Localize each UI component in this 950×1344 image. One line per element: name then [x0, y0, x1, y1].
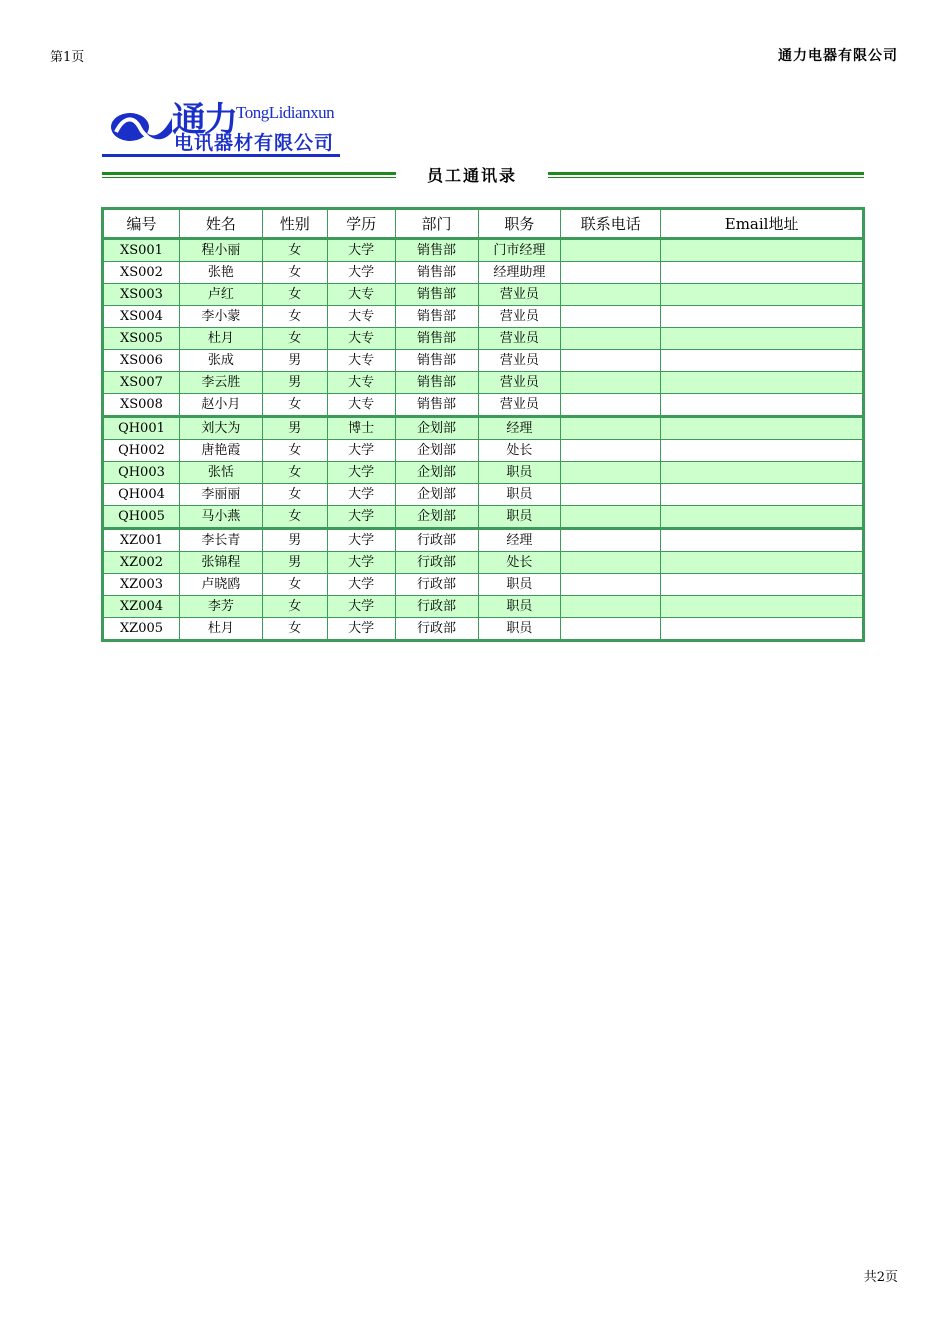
- cell-email: [661, 484, 864, 506]
- cell-department: 销售部: [395, 262, 478, 284]
- cell-gender: 女: [262, 306, 327, 328]
- table-row: [103, 440, 864, 462]
- document-title: 员工通讯录: [426, 166, 517, 185]
- cell-phone: [561, 529, 661, 552]
- cell-email: [661, 506, 864, 529]
- cell-phone: [561, 574, 661, 596]
- table-row: [103, 328, 864, 350]
- logo-english: TongLidianxun: [236, 103, 335, 122]
- cell-employee-id: XS003: [103, 284, 180, 306]
- cell-education: 大学: [327, 484, 395, 506]
- wave-logo-icon: [108, 110, 174, 144]
- cell-name: 李云胜: [179, 372, 262, 394]
- cell-employee-id: XS008: [103, 394, 180, 417]
- cell-gender: 男: [262, 372, 327, 394]
- logo-chinese: 电讯器材有限公司: [174, 132, 335, 154]
- cell-name: 马小燕: [179, 506, 262, 529]
- cell-employee-id: XZ004: [103, 596, 180, 618]
- cell-gender: 女: [262, 596, 327, 618]
- cell-department: 企划部: [395, 440, 478, 462]
- table-row: [103, 529, 864, 552]
- cell-gender: 男: [262, 417, 327, 440]
- cell-phone: [561, 506, 661, 529]
- cell-email: [661, 574, 864, 596]
- cell-name: 唐艳霞: [179, 440, 262, 462]
- cell-department: 销售部: [395, 394, 478, 417]
- cell-employee-id: XZ005: [103, 618, 180, 641]
- cell-phone: [561, 394, 661, 417]
- cell-employee-id: XS004: [103, 306, 180, 328]
- cell-email: [661, 284, 864, 306]
- column-header-employee-id: 编号: [103, 209, 180, 239]
- cell-position: 营业员: [478, 284, 561, 306]
- cell-gender: 女: [262, 574, 327, 596]
- cell-education: 大学: [327, 552, 395, 574]
- logo-underline: [102, 154, 340, 157]
- cell-employee-id: XS006: [103, 350, 180, 372]
- cell-phone: [561, 596, 661, 618]
- cell-employee-id: XS002: [103, 262, 180, 284]
- cell-name: 卢晓鸥: [179, 574, 262, 596]
- table-row: [103, 372, 864, 394]
- cell-employee-id: XS005: [103, 328, 180, 350]
- cell-department: 企划部: [395, 417, 478, 440]
- cell-email: [661, 618, 864, 641]
- column-header-email: Email地址: [661, 209, 864, 239]
- cell-position: 经理: [478, 529, 561, 552]
- cell-position: 职员: [478, 596, 561, 618]
- cell-position: 职员: [478, 484, 561, 506]
- cell-employee-id: QH001: [103, 417, 180, 440]
- cell-department: 销售部: [395, 350, 478, 372]
- cell-department: 行政部: [395, 596, 478, 618]
- cell-phone: [561, 284, 661, 306]
- cell-employee-id: QH004: [103, 484, 180, 506]
- cell-name: 杜月: [179, 328, 262, 350]
- cell-email: [661, 552, 864, 574]
- cell-position: 经理: [478, 417, 561, 440]
- cell-education: 大学: [327, 618, 395, 641]
- cell-position: 营业员: [478, 350, 561, 372]
- table-row: [103, 306, 864, 328]
- cell-name: 赵小月: [179, 394, 262, 417]
- company-logo: [102, 94, 342, 160]
- cell-email: [661, 440, 864, 462]
- cell-email: [661, 328, 864, 350]
- cell-name: 杜月: [179, 618, 262, 641]
- cell-name: 李丽丽: [179, 484, 262, 506]
- cell-education: 大专: [327, 284, 395, 306]
- cell-department: 销售部: [395, 306, 478, 328]
- cell-name: 张成: [179, 350, 262, 372]
- cell-department: 销售部: [395, 239, 478, 262]
- column-header-phone: 联系电话: [561, 209, 661, 239]
- cell-position: 经理助理: [478, 262, 561, 284]
- cell-employee-id: XZ001: [103, 529, 180, 552]
- cell-email: [661, 394, 864, 417]
- table-row: [103, 552, 864, 574]
- cell-email: [661, 529, 864, 552]
- cell-position: 职员: [478, 574, 561, 596]
- table-row: [103, 239, 864, 262]
- logo-mark: 通力: [172, 100, 236, 140]
- cell-email: [661, 306, 864, 328]
- cell-position: 营业员: [478, 372, 561, 394]
- cell-education: 大学: [327, 506, 395, 529]
- cell-employee-id: QH005: [103, 506, 180, 529]
- cell-position: 营业员: [478, 394, 561, 417]
- cell-gender: 女: [262, 618, 327, 641]
- cell-email: [661, 417, 864, 440]
- table-header-row: [103, 209, 864, 239]
- cell-gender: 女: [262, 239, 327, 262]
- cell-position: 营业员: [478, 328, 561, 350]
- cell-email: [661, 262, 864, 284]
- table-row: [103, 484, 864, 506]
- table-row: [103, 596, 864, 618]
- cell-name: 卢红: [179, 284, 262, 306]
- cell-education: 大学: [327, 529, 395, 552]
- cell-employee-id: QH002: [103, 440, 180, 462]
- cell-name: 张艳: [179, 262, 262, 284]
- cell-position: 职员: [478, 618, 561, 641]
- cell-phone: [561, 484, 661, 506]
- cell-gender: 男: [262, 529, 327, 552]
- cell-phone: [561, 440, 661, 462]
- cell-gender: 女: [262, 440, 327, 462]
- cell-gender: 男: [262, 552, 327, 574]
- cell-employee-id: QH003: [103, 462, 180, 484]
- cell-position: 职员: [478, 462, 561, 484]
- table-row: [103, 574, 864, 596]
- cell-employee-id: XZ002: [103, 552, 180, 574]
- table-row: [103, 350, 864, 372]
- title-rule-left: [102, 172, 396, 178]
- cell-email: [661, 239, 864, 262]
- cell-position: 门市经理: [478, 239, 561, 262]
- column-header-education: 学历: [327, 209, 395, 239]
- cell-phone: [561, 350, 661, 372]
- cell-phone: [561, 372, 661, 394]
- company-header: 通力电器有限公司: [778, 48, 898, 64]
- column-header-department: 部门: [395, 209, 478, 239]
- cell-department: 行政部: [395, 552, 478, 574]
- cell-gender: 女: [262, 284, 327, 306]
- cell-phone: [561, 328, 661, 350]
- cell-department: 行政部: [395, 574, 478, 596]
- cell-department: 企划部: [395, 506, 478, 529]
- cell-phone: [561, 462, 661, 484]
- title-row: [102, 163, 864, 187]
- cell-education: 大学: [327, 462, 395, 484]
- table-row: [103, 394, 864, 417]
- cell-education: 大学: [327, 239, 395, 262]
- cell-gender: 女: [262, 394, 327, 417]
- cell-gender: 女: [262, 506, 327, 529]
- column-header-gender: 性别: [262, 209, 327, 239]
- cell-phone: [561, 417, 661, 440]
- cell-education: 大专: [327, 306, 395, 328]
- cell-education: 大专: [327, 350, 395, 372]
- cell-employee-id: XZ003: [103, 574, 180, 596]
- cell-education: 博士: [327, 417, 395, 440]
- cell-phone: [561, 552, 661, 574]
- cell-phone: [561, 239, 661, 262]
- cell-education: 大专: [327, 328, 395, 350]
- column-header-position: 职务: [478, 209, 561, 239]
- cell-department: 销售部: [395, 328, 478, 350]
- column-header-name: 姓名: [179, 209, 262, 239]
- cell-gender: 男: [262, 350, 327, 372]
- cell-gender: 女: [262, 262, 327, 284]
- cell-gender: 女: [262, 462, 327, 484]
- cell-position: 处长: [478, 440, 561, 462]
- cell-phone: [561, 618, 661, 641]
- cell-department: 销售部: [395, 372, 478, 394]
- table-row: [103, 618, 864, 641]
- cell-gender: 女: [262, 484, 327, 506]
- cell-department: 行政部: [395, 529, 478, 552]
- page-number: 第1页: [50, 50, 85, 65]
- table-row: [103, 506, 864, 529]
- cell-department: 企划部: [395, 462, 478, 484]
- cell-gender: 女: [262, 328, 327, 350]
- table-row: [103, 462, 864, 484]
- cell-email: [661, 350, 864, 372]
- title-rule-right: [548, 172, 864, 178]
- cell-phone: [561, 262, 661, 284]
- cell-education: 大学: [327, 574, 395, 596]
- cell-department: 行政部: [395, 618, 478, 641]
- cell-name: 李长青: [179, 529, 262, 552]
- cell-position: 处长: [478, 552, 561, 574]
- cell-name: 张恬: [179, 462, 262, 484]
- cell-email: [661, 372, 864, 394]
- cell-name: 程小丽: [179, 239, 262, 262]
- cell-education: 大学: [327, 596, 395, 618]
- cell-name: 李芳: [179, 596, 262, 618]
- cell-email: [661, 462, 864, 484]
- cell-position: 职员: [478, 506, 561, 529]
- cell-education: 大学: [327, 440, 395, 462]
- cell-education: 大学: [327, 262, 395, 284]
- cell-education: 大专: [327, 372, 395, 394]
- cell-department: 销售部: [395, 284, 478, 306]
- cell-employee-id: XS001: [103, 239, 180, 262]
- table-row: [103, 284, 864, 306]
- cell-email: [661, 596, 864, 618]
- cell-employee-id: XS007: [103, 372, 180, 394]
- total-pages: 共2页: [863, 1270, 898, 1285]
- employee-table: [101, 207, 865, 642]
- table-row: [103, 417, 864, 440]
- cell-name: 刘大为: [179, 417, 262, 440]
- cell-department: 企划部: [395, 484, 478, 506]
- cell-phone: [561, 306, 661, 328]
- cell-education: 大专: [327, 394, 395, 417]
- cell-name: 张锦程: [179, 552, 262, 574]
- table-row: [103, 262, 864, 284]
- cell-position: 营业员: [478, 306, 561, 328]
- cell-name: 李小蒙: [179, 306, 262, 328]
